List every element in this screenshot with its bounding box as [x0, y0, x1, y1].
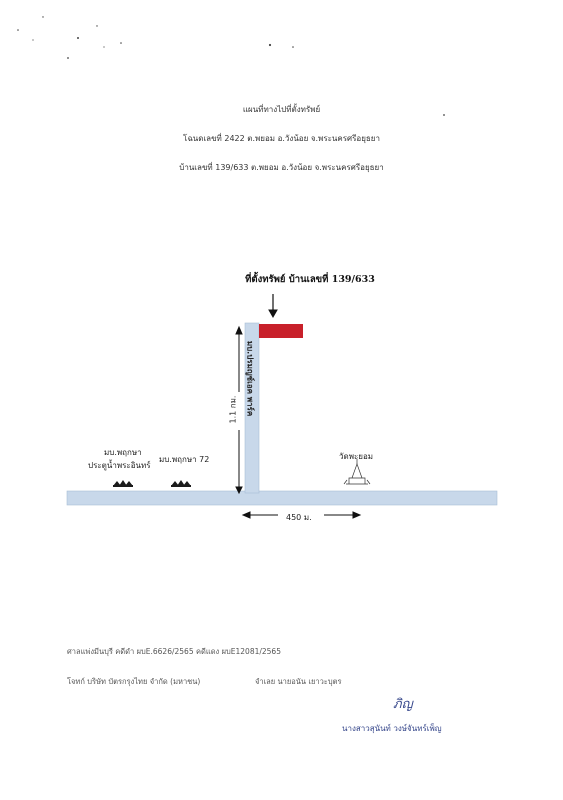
plaintiff-line: โจทก์ บริษัท บัตรกรุงไทย จำกัด (มหาชน): [67, 677, 201, 686]
court-case-line: ศาลแพ่งมีนบุรี คดีดำ ผบE.6626/2565 คดีแดง ผบE12081/2565: [67, 647, 281, 656]
village1-label-line1: มบ.พฤกษา: [104, 448, 142, 457]
signature: ภิญ: [393, 697, 413, 712]
deed-line: โฉนดเลขที่ 2422 ต.พยอม อ.วังน้อย จ.พระนครศรีอยุธยา: [183, 134, 380, 143]
map-title: แผนที่ทางไปที่ตั้งทรัพย์: [242, 105, 321, 114]
village-house-icon: [113, 480, 133, 487]
property-pointer-arrow: [269, 294, 277, 317]
property-location-title: ที่ตั้งทรัพย์ บ้านเลขที่ 139/633: [245, 274, 375, 285]
village-road-label: มบ.ปรมญช์เอค พาร์ค: [245, 340, 255, 417]
signatory-name: นางสาวสุนันท์ วงษ์จันทร์เพ็ญ: [342, 724, 442, 733]
village2-label: มบ.พฤกษา 72: [159, 455, 210, 464]
distance-vertical-label: 1.1 กม.: [228, 395, 238, 424]
main-road: [67, 491, 497, 505]
distance-horizontal-label: 450 ม.: [286, 513, 312, 522]
address-line: บ้านเลขที่ 139/633 ต.พยอม อ.วังน้อย จ.พระนครศรีอยุธยา: [179, 163, 384, 172]
property-plot: [259, 324, 303, 338]
temple-label: วัดพะยอม: [339, 452, 374, 461]
scan-speckles: [17, 16, 445, 116]
village-house-icon: [171, 480, 191, 487]
village1-label-line2: ประตูน้ำพระอินทร์: [88, 461, 151, 470]
defendant-line: จำเลย นายอนัน เยาวะบุตร: [255, 677, 342, 686]
